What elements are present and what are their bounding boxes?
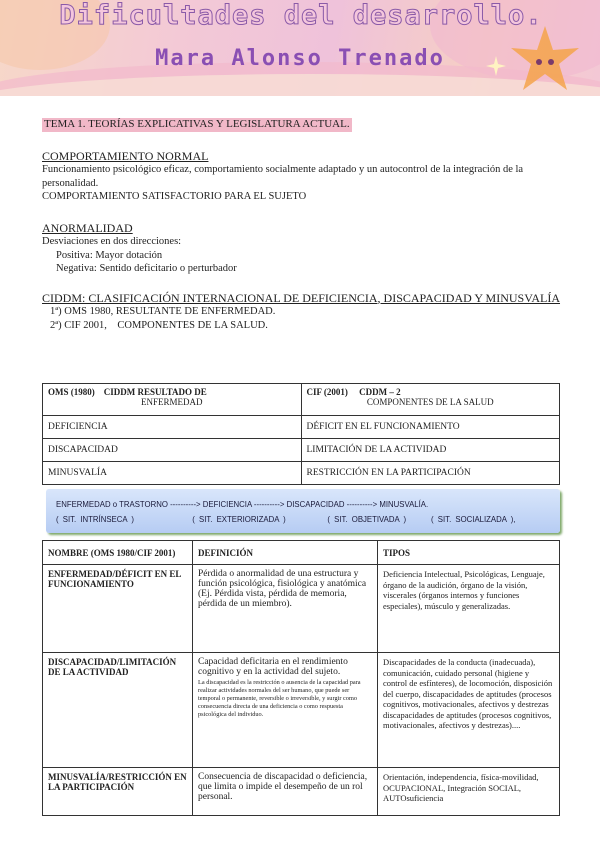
document-body: [42, 118, 562, 332]
flow-line-1: ENFERMEDAD o TRASTORNO ----------> DEFICIENCIA ----------> DISCAPACIDAD ----------> MINUSVALÍA.: [56, 500, 429, 509]
anormalidad-negativa: Negativa: Sentido deficitario o perturbador: [56, 263, 237, 274]
section-text-normal-2: COMPORTAMIENTO SATISFACTORIO PARA EL SUJETO: [42, 191, 307, 202]
section-text-anormalidad: Desviaciones en dos direcciones:: [42, 236, 182, 247]
row-types-2: discapacidades de aptitudes (procesos cognitivos, motivacionales, afectivos y destrezas)....: [383, 709, 552, 730]
row-definition-detail: La discapacidad es la restricción o ausencia de la capacidad para realizar actividades normales del ser humano, que puede ser temporal o permanente, reversible o irreversible, y surgir como consecuencia directa de una deficiencia o como respuesta psicológica del individuo.: [198, 679, 361, 718]
table-row: [43, 768, 560, 816]
cif-header: [301, 384, 560, 416]
banner-author: Mara Alonso Trenado: [155, 46, 445, 71]
table-row: [43, 439, 560, 462]
table-header-row: [43, 541, 560, 565]
row-types-cell: [378, 653, 560, 768]
table-cell: LIMITACIÓN DE LA ACTIVIDAD: [301, 439, 560, 462]
flow-line-2: ( SIT. INTRÍNSECA ) ( SIT. EXTERIORIZADA ) ( SIT. OBJETIVADA ) ( SIT. SOCIALIZADA ),: [56, 515, 516, 524]
row-types: Orientación, independencia, física-movilidad, OCUPACIONAL, Integración SOCIAL, AUTOsuficiencia: [378, 768, 560, 816]
row-name: ENFERMEDAD/DÉFICIT EN EL FUNCIONAMIENTO: [43, 565, 193, 653]
table-cell: DEFICIENCIA: [43, 416, 302, 439]
row-name: DISCAPACIDAD/LIMITACIÓN DE LA ACTIVIDAD: [43, 653, 193, 768]
section-title-normal: COMPORTAMIENTO NORMAL: [42, 148, 209, 163]
classification-table: [42, 540, 560, 816]
table-row: [43, 565, 560, 653]
row-types: Discapacidades de la conducta (inadecuada), comunicación, cuidado personal (higiene y control de esfínteres), de locomoción, disposición del cuerpo, discapacidades de aptitudes (procesos cognitivos, motivacionales, afectivos y destrezas: [383, 657, 553, 709]
oms-header: [43, 384, 302, 416]
column-header: TIPOS: [378, 541, 560, 565]
header-banner: [0, 0, 600, 96]
section-title-ciddm: CIDDM: CLASIFICACIÓN INTERNACIONAL DE DEFICIENCIA, DISCAPACIDAD Y MINUSVALÍA: [42, 290, 561, 305]
oms-header-label: OMS (1980) CIDDM RESULTADO DE: [48, 387, 207, 397]
column-header: NOMBRE (OMS 1980/CIF 2001): [43, 541, 193, 565]
banner-title: Dificultades del desarrollo.: [59, 0, 543, 31]
table-row: [43, 462, 560, 485]
table-cell: DÉFICIT EN EL FUNCIONAMIENTO: [301, 416, 560, 439]
section-title-anormalidad: ANORMALIDAD: [42, 220, 133, 235]
table-row: [43, 416, 560, 439]
section-text-normal: Funcionamiento psicológico eficaz, comportamiento socialmente adaptado y un autocontrol de la integración de la personalidad.: [42, 164, 524, 189]
table-cell: MINUSVALÍA: [43, 462, 302, 485]
table-cell: DISCAPACIDAD: [43, 439, 302, 462]
anormalidad-positiva: Positiva: Mayor dotación: [56, 249, 163, 261]
cif-header-sub: COMPONENTES DE LA SALUD: [366, 397, 494, 407]
row-definition-cell: [193, 653, 378, 768]
cif-header-label: CIF (2001) CDDM – 2: [306, 387, 401, 397]
process-flow-box: [46, 489, 560, 533]
oms-header-sub: ENFERMEDAD: [140, 397, 203, 407]
oms-cif-table: [42, 383, 560, 485]
ciddm-item-2: 2ª) CIF 2001, COMPONENTES DE LA SALUD.: [50, 319, 268, 331]
row-definition: Pérdida o anormalidad de una estructura y función psicológica, fisiológica y anatómica (Ej. Pérdida vista, pérdida de memoria, pérdida de un miembro).: [193, 565, 378, 653]
table-cell: RESTRICCIÓN EN LA PARTICIPACIÓN: [301, 462, 560, 485]
column-header: DEFINICIÓN: [193, 541, 378, 565]
row-name: MINUSVALÍA/RESTRICCIÓN EN LA PARTICIPACIÓN: [43, 768, 193, 816]
row-definition: Capacidad deficitaria en el rendimiento cognitivo y en la actividad del sujeto.: [198, 657, 348, 677]
table-row: [43, 653, 560, 768]
row-types: Deficiencia Intelectual, Psicológicas, Lenguaje, órgano de la audición, órgano de la visión, viscerales (órganos internos y funciones especiales), músculo y generalizadas.: [378, 565, 560, 653]
ciddm-item-1: 1ª) OMS 1980, RESULTANTE DE ENFERMEDAD.: [50, 306, 276, 317]
row-definition: Consecuencia de discapacidad o deficiencia, que limita o impide el desempeño de un rol personal.: [193, 768, 378, 816]
topic-title: TEMA 1. TEORÍAS EXPLICATIVAS Y LEGISLATURA ACTUAL.: [44, 118, 350, 130]
